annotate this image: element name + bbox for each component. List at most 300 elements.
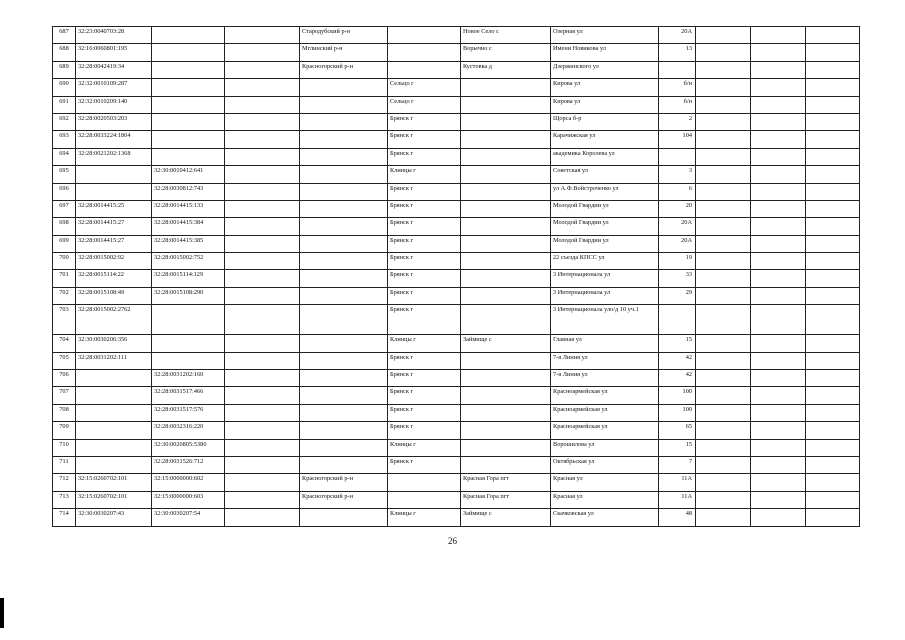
district	[300, 183, 388, 200]
cadastral-number: 32:28:0033224:1804	[76, 131, 152, 148]
cadastral-number: 32:16:0060801:195	[76, 44, 152, 61]
settlement	[461, 113, 551, 130]
city: Сельцо г	[388, 96, 461, 113]
city: Брянск г	[388, 287, 461, 304]
empty-cell	[806, 44, 860, 61]
district	[300, 509, 388, 526]
empty-cell	[751, 113, 806, 130]
house-number: 6	[659, 183, 696, 200]
empty-cell	[751, 387, 806, 404]
empty-cell	[751, 44, 806, 61]
empty-cell	[696, 148, 751, 165]
building-cadastral-number	[152, 352, 225, 369]
cadastral-number: 32:23:0040703:28	[76, 27, 152, 44]
empty-cell	[696, 44, 751, 61]
cadastral-number: 32:15:0260702:101	[76, 474, 152, 491]
cadastral-number: 32:28:0021202:1368	[76, 148, 152, 165]
building-cadastral-number: 32:28:0031526:712	[152, 456, 225, 473]
empty-cell	[696, 166, 751, 183]
empty-cell	[806, 404, 860, 421]
row-number: 702	[53, 287, 76, 304]
row-number: 705	[53, 352, 76, 369]
scan-edge-mark	[0, 598, 4, 628]
empty-cell	[751, 509, 806, 526]
empty-cell	[751, 352, 806, 369]
empty-cell	[806, 79, 860, 96]
empty-cell	[806, 96, 860, 113]
settlement	[461, 305, 551, 335]
table-row	[53, 131, 860, 148]
cadastral-number: 32:30:0030207:43	[76, 509, 152, 526]
empty-cell	[751, 96, 806, 113]
table-row	[53, 439, 860, 456]
empty-cell	[225, 183, 300, 200]
row-number: 695	[53, 166, 76, 183]
district	[300, 422, 388, 439]
table-row	[53, 370, 860, 387]
building-cadastral-number	[152, 131, 225, 148]
empty-cell	[225, 491, 300, 508]
cadastral-number: 32:28:0014415:27	[76, 235, 152, 252]
city	[388, 61, 461, 78]
city: Брянск г	[388, 183, 461, 200]
empty-cell	[806, 305, 860, 335]
row-number: 693	[53, 131, 76, 148]
empty-cell	[806, 491, 860, 508]
city: Брянск г	[388, 456, 461, 473]
empty-cell	[225, 352, 300, 369]
district	[300, 253, 388, 270]
empty-cell	[696, 79, 751, 96]
building-cadastral-number: 32:28:0032316:220	[152, 422, 225, 439]
table-row	[53, 61, 860, 78]
empty-cell	[806, 439, 860, 456]
empty-cell	[806, 422, 860, 439]
empty-cell	[225, 509, 300, 526]
empty-cell	[225, 200, 300, 217]
row-number: 691	[53, 96, 76, 113]
row-number: 699	[53, 235, 76, 252]
row-number: 688	[53, 44, 76, 61]
settlement	[461, 387, 551, 404]
building-cadastral-number: 32:30:0030207:54	[152, 509, 225, 526]
house-number: 3	[659, 166, 696, 183]
registry-sheet	[52, 26, 860, 527]
district	[300, 148, 388, 165]
district	[300, 456, 388, 473]
empty-cell	[696, 404, 751, 421]
street: 7-я Линия ул	[551, 352, 659, 369]
empty-cell	[806, 218, 860, 235]
district: Красногорский р-н	[300, 491, 388, 508]
cadastral-number: 32:28:0042419:34	[76, 61, 152, 78]
settlement: Займище с	[461, 335, 551, 352]
building-cadastral-number	[152, 113, 225, 130]
empty-cell	[696, 352, 751, 369]
cadastral-number	[76, 439, 152, 456]
row-number: 712	[53, 474, 76, 491]
district	[300, 200, 388, 217]
building-cadastral-number	[152, 96, 225, 113]
empty-cell	[751, 370, 806, 387]
district	[300, 113, 388, 130]
street: Кирова ул	[551, 79, 659, 96]
empty-cell	[751, 491, 806, 508]
street: Щорса б-р	[551, 113, 659, 130]
table-row	[53, 305, 860, 335]
building-cadastral-number	[152, 27, 225, 44]
empty-cell	[225, 287, 300, 304]
cadastral-number	[76, 166, 152, 183]
settlement	[461, 131, 551, 148]
house-number: 20А	[659, 235, 696, 252]
district	[300, 218, 388, 235]
empty-cell	[696, 370, 751, 387]
cadastral-number: 32:32:0010109:287	[76, 79, 152, 96]
building-cadastral-number	[152, 44, 225, 61]
settlement: Красная Гора пгт	[461, 491, 551, 508]
empty-cell	[225, 61, 300, 78]
empty-cell	[751, 61, 806, 78]
building-cadastral-number: 32:15:0000000:603	[152, 491, 225, 508]
table-row	[53, 352, 860, 369]
empty-cell	[225, 439, 300, 456]
empty-cell	[806, 509, 860, 526]
settlement	[461, 404, 551, 421]
street: 3 Интернационала ул	[551, 287, 659, 304]
settlement	[461, 270, 551, 287]
street: Ворошилова ул	[551, 439, 659, 456]
settlement	[461, 439, 551, 456]
settlement: Красная Гора пгт	[461, 474, 551, 491]
table-row	[53, 218, 860, 235]
empty-cell	[751, 422, 806, 439]
row-number: 714	[53, 509, 76, 526]
settlement	[461, 96, 551, 113]
street: 3 Интернационала ул	[551, 270, 659, 287]
city	[388, 474, 461, 491]
empty-cell	[225, 474, 300, 491]
empty-cell	[696, 218, 751, 235]
district	[300, 131, 388, 148]
empty-cell	[751, 456, 806, 473]
settlement: Ворычно с	[461, 44, 551, 61]
building-cadastral-number: 32:28:0030812:743	[152, 183, 225, 200]
cadastral-number: 32:28:0015114:22	[76, 270, 152, 287]
district: Стародубский р-н	[300, 27, 388, 44]
row-number: 707	[53, 387, 76, 404]
empty-cell	[806, 200, 860, 217]
empty-cell	[751, 218, 806, 235]
empty-cell	[806, 131, 860, 148]
empty-cell	[751, 305, 806, 335]
house-number: 29	[659, 287, 696, 304]
empty-cell	[751, 27, 806, 44]
house-number: 104	[659, 131, 696, 148]
city: Брянск г	[388, 305, 461, 335]
empty-cell	[696, 235, 751, 252]
street: Молодой Гвардии ул	[551, 218, 659, 235]
settlement	[461, 79, 551, 96]
city: Брянск г	[388, 218, 461, 235]
empty-cell	[806, 287, 860, 304]
street: 7-я Линия ул	[551, 370, 659, 387]
city: Клинцы г	[388, 509, 461, 526]
empty-cell	[696, 474, 751, 491]
empty-cell	[225, 166, 300, 183]
table-row	[53, 44, 860, 61]
street: Имени Новикова ул	[551, 44, 659, 61]
house-number: 20А	[659, 27, 696, 44]
district	[300, 387, 388, 404]
empty-cell	[696, 131, 751, 148]
house-number: 15	[659, 439, 696, 456]
row-number: 694	[53, 148, 76, 165]
empty-cell	[751, 287, 806, 304]
empty-cell	[225, 235, 300, 252]
empty-cell	[751, 335, 806, 352]
house-number: 100	[659, 404, 696, 421]
district	[300, 439, 388, 456]
settlement	[461, 218, 551, 235]
empty-cell	[696, 113, 751, 130]
empty-cell	[751, 166, 806, 183]
table-row	[53, 253, 860, 270]
cadastral-number: 32:28:0014415:25	[76, 200, 152, 217]
settlement	[461, 235, 551, 252]
empty-cell	[751, 148, 806, 165]
building-cadastral-number: 32:28:0015002:752	[152, 253, 225, 270]
street: Молодой Гвардии ул	[551, 200, 659, 217]
empty-cell	[806, 474, 860, 491]
settlement	[461, 253, 551, 270]
street: Красноармейская ул	[551, 387, 659, 404]
house-number	[659, 148, 696, 165]
empty-cell	[751, 270, 806, 287]
district	[300, 270, 388, 287]
empty-cell	[225, 422, 300, 439]
page-number: 26	[448, 536, 457, 546]
cadastral-number: 32:32:0010209:140	[76, 96, 152, 113]
cadastral-number: 32:28:0015108:49	[76, 287, 152, 304]
house-number: 42	[659, 352, 696, 369]
building-cadastral-number: 32:28:0014415:385	[152, 235, 225, 252]
table-row	[53, 200, 860, 217]
city: Брянск г	[388, 131, 461, 148]
street: 3 Интернационала уло/д 10 уч.1	[551, 305, 659, 335]
table-row	[53, 387, 860, 404]
city: Брянск г	[388, 253, 461, 270]
empty-cell	[806, 113, 860, 130]
house-number	[659, 61, 696, 78]
settlement	[461, 422, 551, 439]
empty-cell	[225, 335, 300, 352]
empty-cell	[225, 113, 300, 130]
settlement	[461, 370, 551, 387]
city: Брянск г	[388, 352, 461, 369]
empty-cell	[806, 148, 860, 165]
cadastral-number: 32:28:0015002:92	[76, 253, 152, 270]
building-cadastral-number: 32:28:0014415:133	[152, 200, 225, 217]
house-number: 15	[659, 335, 696, 352]
table-row	[53, 422, 860, 439]
row-number: 710	[53, 439, 76, 456]
street: Скачковская ул	[551, 509, 659, 526]
street: академика Королева ул	[551, 148, 659, 165]
city: Брянск г	[388, 370, 461, 387]
empty-cell	[751, 79, 806, 96]
house-number: 33	[659, 270, 696, 287]
cadastral-number	[76, 404, 152, 421]
street: Красная ул	[551, 474, 659, 491]
row-number: 696	[53, 183, 76, 200]
row-number: 701	[53, 270, 76, 287]
cadastral-number: 32:30:0030206:356	[76, 335, 152, 352]
city: Клинцы г	[388, 335, 461, 352]
settlement	[461, 456, 551, 473]
table-row	[53, 509, 860, 526]
row-number: 709	[53, 422, 76, 439]
street: Красноармейская ул	[551, 422, 659, 439]
city	[388, 44, 461, 61]
building-cadastral-number: 32:28:0014415:384	[152, 218, 225, 235]
district	[300, 305, 388, 335]
city: Брянск г	[388, 235, 461, 252]
empty-cell	[806, 335, 860, 352]
settlement	[461, 352, 551, 369]
cadastral-number: 32:28:0015002:2762	[76, 305, 152, 335]
empty-cell	[806, 352, 860, 369]
row-number: 687	[53, 27, 76, 44]
table-row	[53, 456, 860, 473]
table-row	[53, 113, 860, 130]
table-row	[53, 148, 860, 165]
cadastral-number	[76, 422, 152, 439]
empty-cell	[751, 439, 806, 456]
property-registry-table	[52, 26, 860, 527]
table-row	[53, 335, 860, 352]
empty-cell	[696, 183, 751, 200]
street: Молодой Гвардии ул	[551, 235, 659, 252]
street: Кирова ул	[551, 96, 659, 113]
building-cadastral-number: 32:15:0000000:602	[152, 474, 225, 491]
house-number: 100	[659, 387, 696, 404]
table-row	[53, 235, 860, 252]
empty-cell	[806, 253, 860, 270]
building-cadastral-number: 32:30:0010412:641	[152, 166, 225, 183]
street: 22 съезда КПСС ул	[551, 253, 659, 270]
street: Красная ул	[551, 491, 659, 508]
house-number: 7	[659, 456, 696, 473]
district: Красногорский р-н	[300, 61, 388, 78]
city: Брянск г	[388, 148, 461, 165]
empty-cell	[751, 183, 806, 200]
cadastral-number: 32:28:0031202:111	[76, 352, 152, 369]
city: Брянск г	[388, 404, 461, 421]
settlement	[461, 166, 551, 183]
empty-cell	[696, 253, 751, 270]
empty-cell	[696, 491, 751, 508]
empty-cell	[696, 335, 751, 352]
building-cadastral-number	[152, 335, 225, 352]
row-number: 689	[53, 61, 76, 78]
cadastral-number	[76, 183, 152, 200]
empty-cell	[806, 370, 860, 387]
cadastral-number: 32:28:0020503:203	[76, 113, 152, 130]
empty-cell	[696, 387, 751, 404]
district	[300, 287, 388, 304]
empty-cell	[696, 287, 751, 304]
house-number: 13	[659, 44, 696, 61]
empty-cell	[225, 387, 300, 404]
table-row	[53, 183, 860, 200]
empty-cell	[225, 79, 300, 96]
empty-cell	[751, 200, 806, 217]
table-row	[53, 79, 860, 96]
empty-cell	[225, 27, 300, 44]
settlement	[461, 200, 551, 217]
empty-cell	[696, 27, 751, 44]
row-number: 698	[53, 218, 76, 235]
house-number	[659, 305, 696, 335]
row-number: 690	[53, 79, 76, 96]
table-row	[53, 270, 860, 287]
district	[300, 79, 388, 96]
row-number: 692	[53, 113, 76, 130]
empty-cell	[696, 422, 751, 439]
city: Брянск г	[388, 387, 461, 404]
building-cadastral-number: 32:30:0020805:5380	[152, 439, 225, 456]
house-number: 65	[659, 422, 696, 439]
district	[300, 96, 388, 113]
cadastral-number: 32:15:0260702:101	[76, 491, 152, 508]
street: Красноармейская ул	[551, 404, 659, 421]
district	[300, 235, 388, 252]
house-number: 20А	[659, 218, 696, 235]
row-number: 713	[53, 491, 76, 508]
empty-cell	[225, 218, 300, 235]
empty-cell	[696, 96, 751, 113]
empty-cell	[806, 456, 860, 473]
empty-cell	[751, 235, 806, 252]
empty-cell	[696, 456, 751, 473]
empty-cell	[225, 456, 300, 473]
cadastral-number	[76, 370, 152, 387]
cadastral-number	[76, 387, 152, 404]
building-cadastral-number: 32:28:0015114:129	[152, 270, 225, 287]
empty-cell	[225, 404, 300, 421]
building-cadastral-number	[152, 305, 225, 335]
empty-cell	[696, 305, 751, 335]
district	[300, 404, 388, 421]
street: Карачижская ул	[551, 131, 659, 148]
empty-cell	[751, 253, 806, 270]
house-number: 48	[659, 509, 696, 526]
table-row	[53, 404, 860, 421]
table-row	[53, 474, 860, 491]
empty-cell	[225, 270, 300, 287]
empty-cell	[806, 387, 860, 404]
empty-cell	[806, 183, 860, 200]
district	[300, 166, 388, 183]
settlement: Кустовка д	[461, 61, 551, 78]
house-number: б/н	[659, 79, 696, 96]
settlement: Новое Село с	[461, 27, 551, 44]
empty-cell	[225, 44, 300, 61]
table-row	[53, 96, 860, 113]
row-number: 706	[53, 370, 76, 387]
building-cadastral-number	[152, 61, 225, 78]
